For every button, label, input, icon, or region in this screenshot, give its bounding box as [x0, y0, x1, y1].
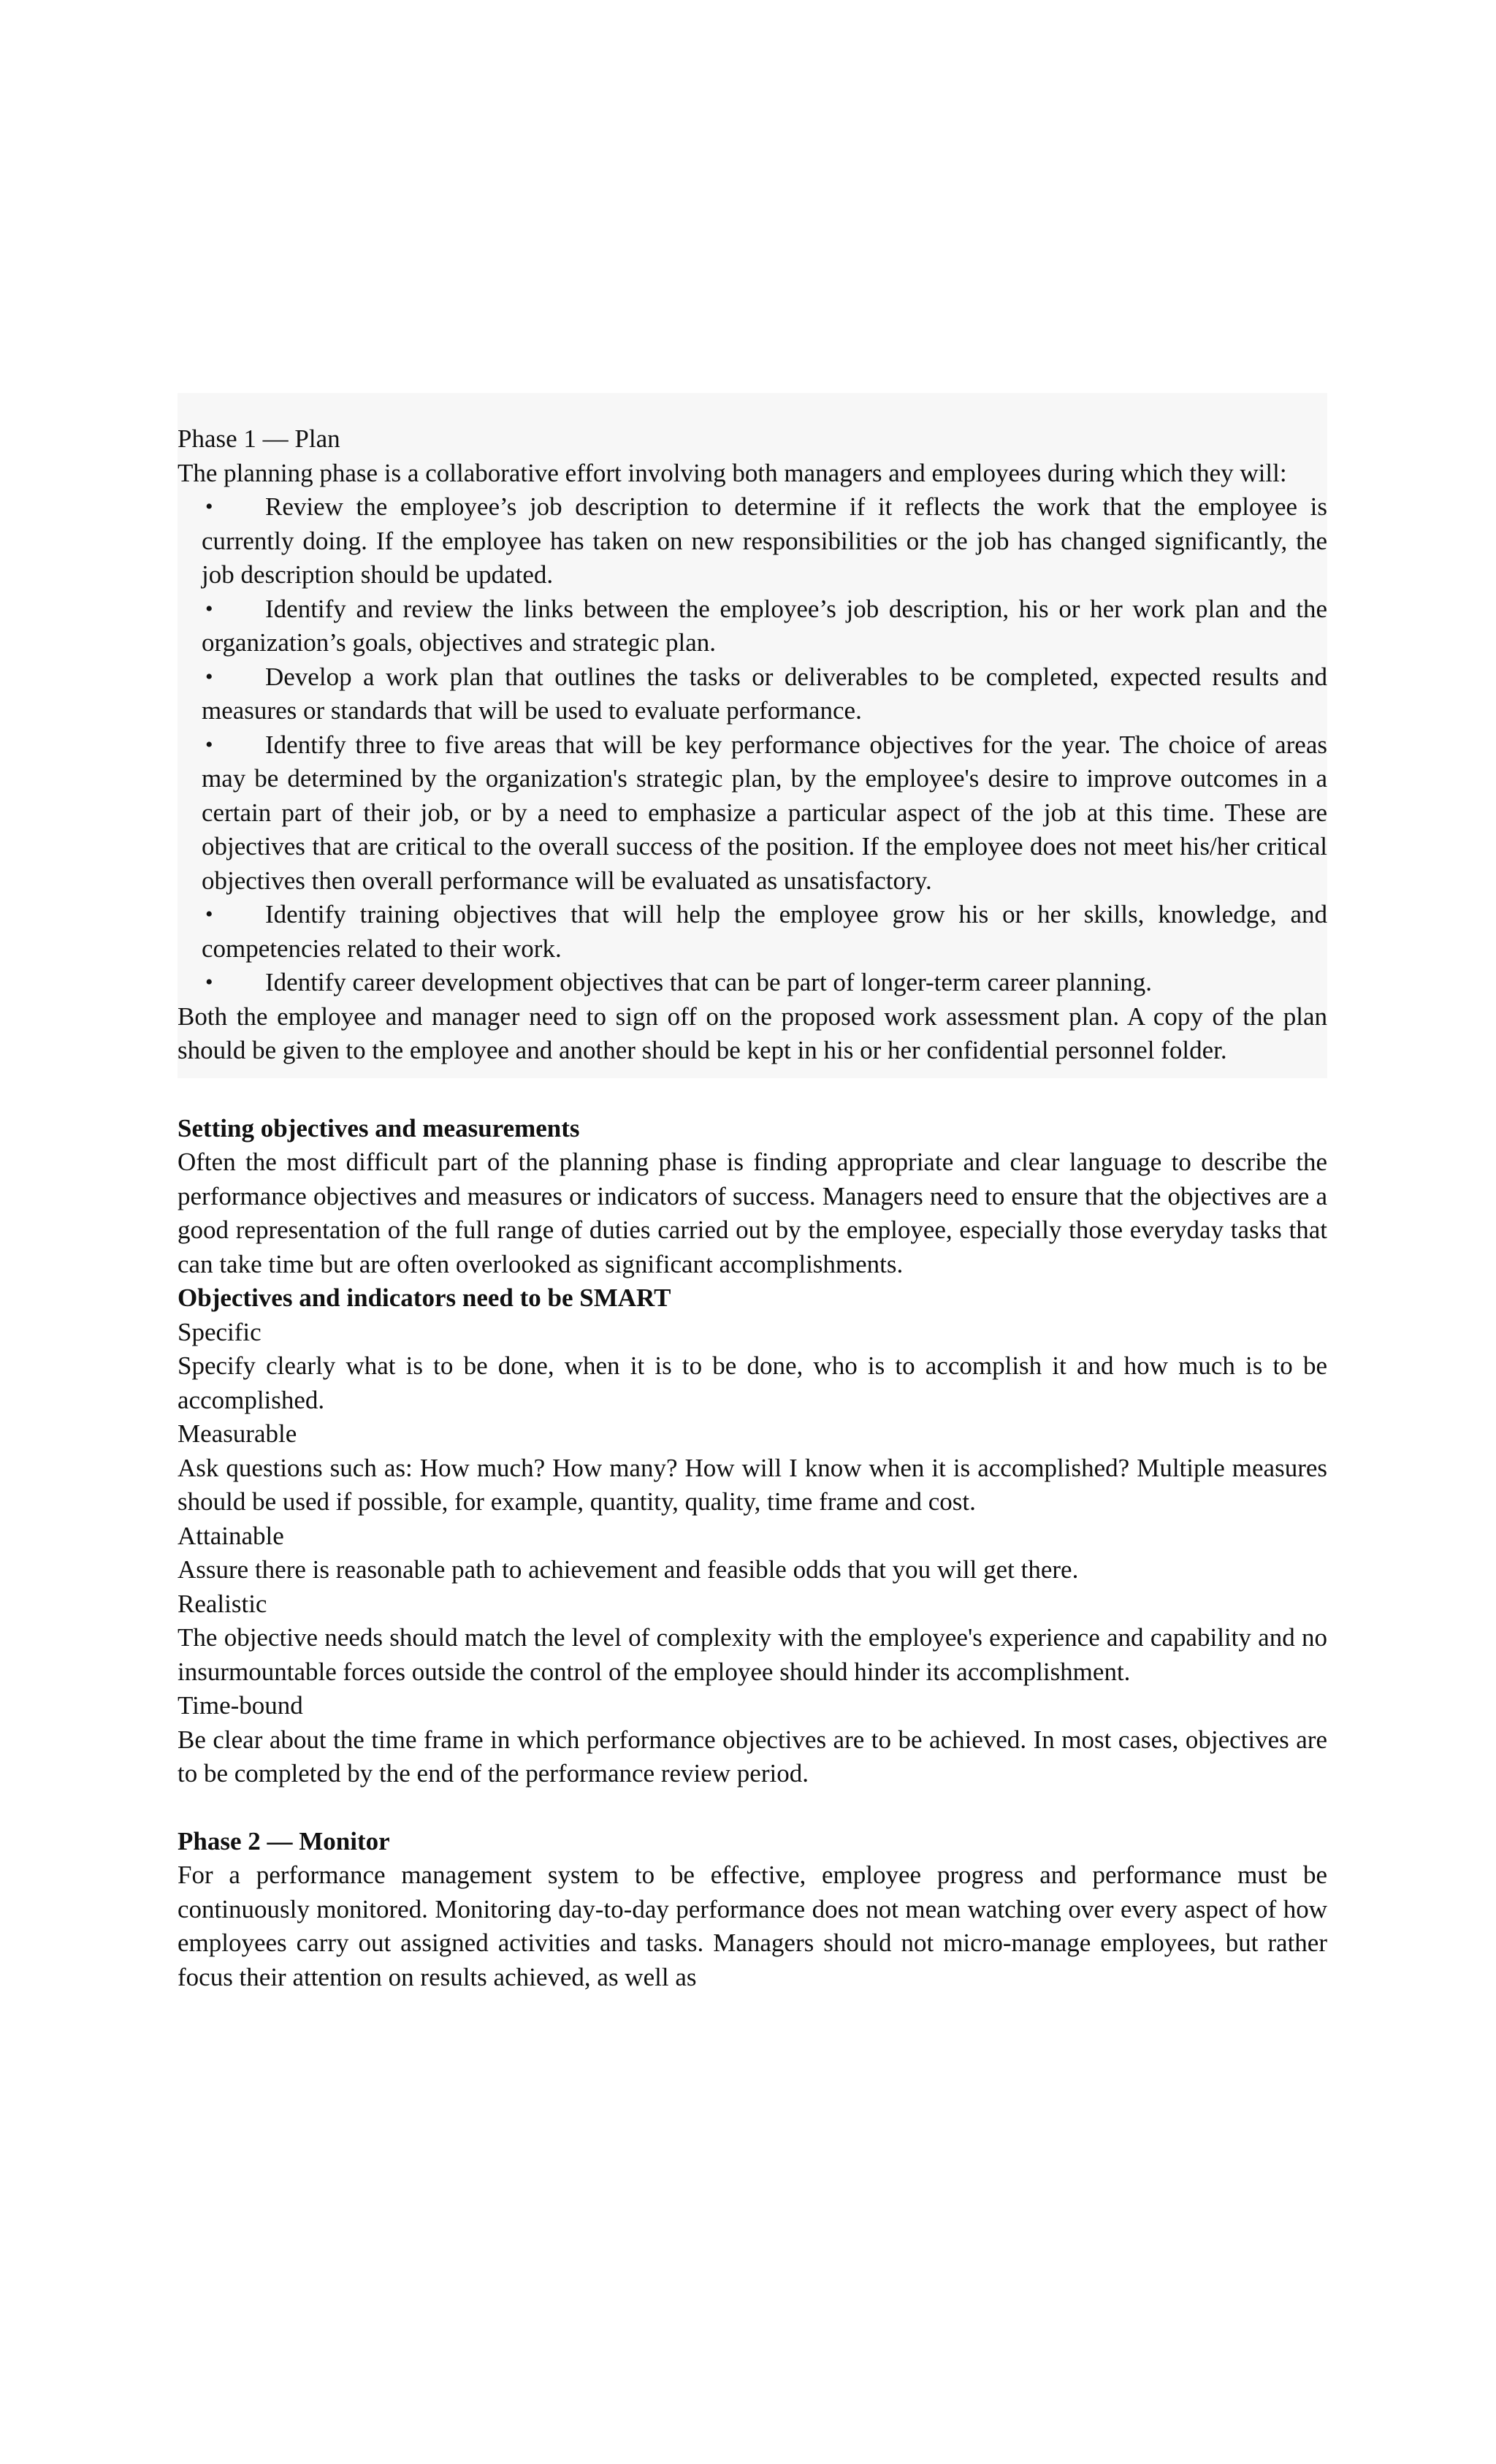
smart-term-time-bound: Time-bound: [178, 1691, 303, 1720]
phase2-body: For a performance management system to be effective, employee progress and performance must be continuously monitored. Monitoring day-to-day performance does not mean watching over every aspect of how employees carry out assigned activities and tasks. Managers should not micro-manage employees, but rather focus their attention on results achieved, as well as: [178, 1861, 1327, 1991]
list-item: [178, 728, 1327, 899]
smart-term-specific: Specific: [178, 1317, 262, 1346]
phase1-bullet-list: [178, 490, 1327, 1000]
smart-term-measurable: Measurable: [178, 1419, 297, 1448]
smart-text-attainable: Assure there is reasonable path to achievement and feasible odds that you will get there.: [178, 1555, 1079, 1584]
list-item: [178, 898, 1327, 966]
list-item-text: Review the employee’s job description to determine if it reflects the work that the employee is currently doing. If the employee has taken on new responsibilities or the job has changed significantly, the job description should be updated.: [202, 492, 1327, 589]
bullet-icon: •: [205, 970, 213, 994]
list-item-text: Identify career development objectives that can be part of longer-term career planning.: [265, 968, 1153, 996]
phase2-title: Phase 2 — Monitor: [178, 1826, 390, 1855]
smart-term-realistic: Realistic: [178, 1589, 267, 1618]
list-item: [178, 966, 1327, 1000]
smart-text-realistic: The objective needs should match the level of complexity with the employee's experience and capability and no insurmountable forces outside the control of the employee should hinder its accomplishment.: [178, 1623, 1327, 1686]
bullet-icon: •: [205, 596, 213, 621]
phase1-closing: Both the employee and manager need to sign off on the proposed work assessment plan. A copy of the plan should be given to the employee and another should be kept in his or her confidential personnel folder.: [178, 1002, 1327, 1064]
phase1-intro: The planning phase is a collaborative effort involving both managers and employees during which they will:: [178, 458, 1287, 487]
list-item: [178, 490, 1327, 592]
smart-text-specific: Specify clearly what is to be done, when it is to be done, who is to accomplish it and how much is to be accomplished.: [178, 1351, 1327, 1414]
objectives-body: Often the most difficult part of the planning phase is finding appropriate and clear language to describe the performance objectives and measures or indicators of success. Managers need to ensure that the objectives are a good representation of the full range of duties carried out by the employee, especially those everyday tasks that can take time but are often overlooked as significant accomplishments.: [178, 1148, 1327, 1278]
smart-term-attainable: Attainable: [178, 1521, 284, 1550]
list-item: [178, 660, 1327, 728]
list-item-text: Develop a work plan that outlines the tasks or deliverables to be completed, expected results and measures or standards that will be used to evaluate performance.: [202, 662, 1327, 725]
bullet-icon: •: [205, 902, 213, 926]
smart-heading: Objectives and indicators need to be SMART: [178, 1284, 671, 1312]
page-content: [178, 422, 1327, 1994]
list-item-text: Identify three to five areas that will be key performance objectives for the year. The choice of areas may be determined by the organization's strategic plan, by the employee's desire to improve outcomes in a certain part of their job, or by a need to emphasize a particular aspect of the job at this time. These are objectives that are critical to the overall success of the position. If the employee does not meet his/her critical objectives then overall performance will be evaluated as unsatisfactory.: [202, 730, 1327, 895]
list-item-text: Identify and review the links between the employee’s job description, his or her work plan and the organization’s goals, objectives and strategic plan.: [202, 594, 1327, 657]
bullet-icon: •: [205, 732, 213, 757]
phase1-title: Phase 1 — Plan: [178, 424, 340, 453]
smart-text-time-bound: Be clear about the time frame in which performance objectives are to be achieved. In most cases, objectives are to be completed by the end of the performance review period.: [178, 1725, 1327, 1788]
bullet-icon: •: [205, 664, 213, 689]
objectives-heading: Setting objectives and measurements: [178, 1113, 580, 1143]
list-item: [178, 592, 1327, 660]
phase1-section: [178, 393, 1327, 1078]
smart-text-measurable: Ask questions such as: How much? How many? How will I know when it is accomplished? Multiple measures should be used if possible, for example, quantity, quality, time frame and cost.: [178, 1453, 1327, 1516]
list-item-text: Identify training objectives that will help the employee grow his or her skills, knowledge, and competencies related to their work.: [202, 900, 1327, 963]
bullet-icon: •: [205, 495, 213, 519]
phase2-section: [178, 1825, 1327, 1995]
objectives-section: [178, 1112, 1327, 1791]
